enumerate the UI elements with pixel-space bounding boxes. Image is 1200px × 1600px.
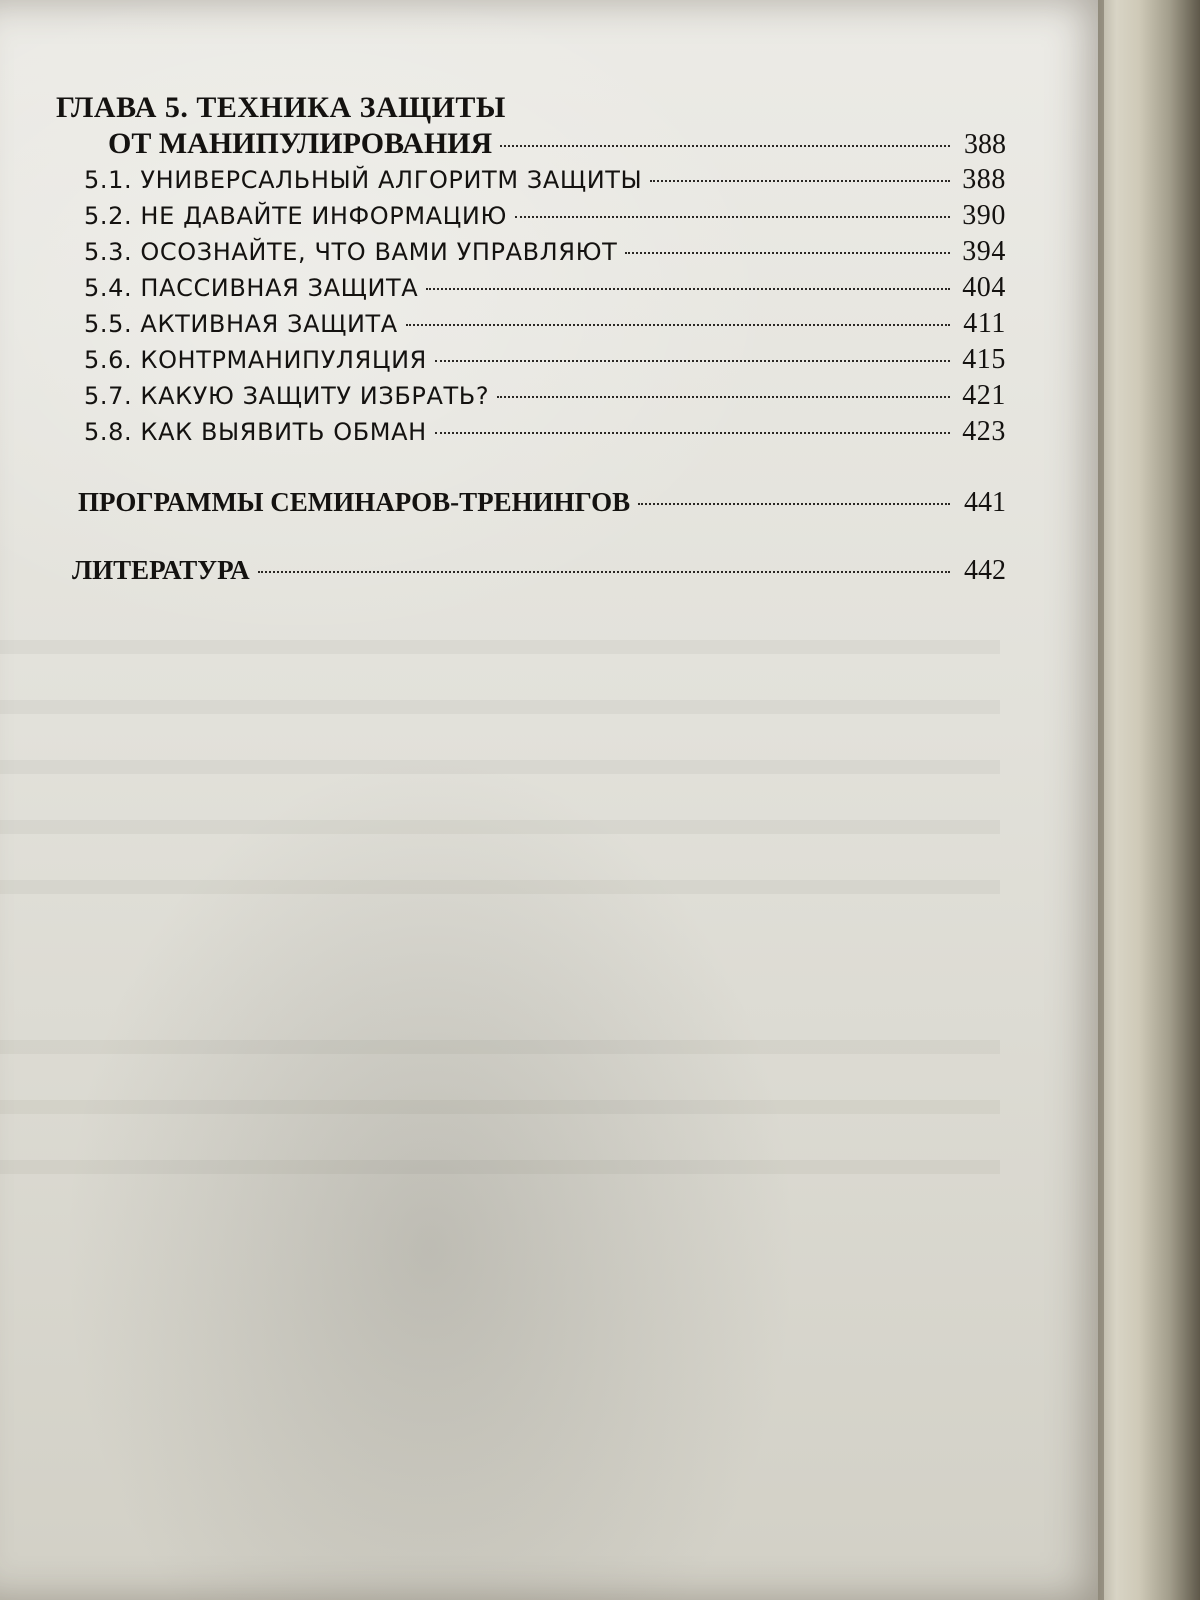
dot-leader xyxy=(435,432,950,434)
dot-leader xyxy=(258,571,950,573)
toc-entry-section xyxy=(56,414,1006,450)
show-through-line xyxy=(0,880,1000,894)
table-of-contents xyxy=(56,90,1006,588)
section-label: 5.3. ОСОЗНАЙТЕ, ЧТО ВАМИ УПРАВЛЯЮТ xyxy=(84,238,618,266)
toc-entry-programs xyxy=(56,484,1006,520)
toc-entry-section xyxy=(56,234,1006,270)
toc-entry-section xyxy=(56,306,1006,342)
dot-leader xyxy=(650,180,950,182)
toc-entry-section xyxy=(56,198,1006,234)
section-label: 5.6. КОНТРМАНИПУЛЯЦИЯ xyxy=(84,346,427,374)
section-label: 5.8. КАК ВЫЯВИТЬ ОБМАН xyxy=(84,418,427,446)
programs-label: ПРОГРАММЫ СЕМИНАРОВ-ТРЕНИНГОВ xyxy=(78,487,631,517)
toc-entry-section xyxy=(56,270,1006,306)
dot-leader xyxy=(497,396,950,398)
page-number: 423 xyxy=(962,416,1006,447)
show-through-line xyxy=(0,760,1000,774)
page-number: 388 xyxy=(964,129,1006,160)
page-number: 411 xyxy=(963,308,1006,339)
page-number: 415 xyxy=(962,344,1006,375)
toc-entry-section xyxy=(56,162,1006,198)
literature-label: ЛИТЕРАТУРА xyxy=(72,555,250,585)
show-through-line xyxy=(0,1160,1000,1174)
page-number: 441 xyxy=(964,487,1006,518)
page-number: 388 xyxy=(962,164,1006,195)
section-label: 5.5. АКТИВНАЯ ЗАЩИТА xyxy=(84,310,398,338)
toc-entry-chapter xyxy=(56,126,1006,162)
dot-leader xyxy=(515,216,950,218)
show-through-line xyxy=(0,700,1000,714)
dot-leader xyxy=(426,288,950,290)
section-label: 5.4. ПАССИВНАЯ ЗАЩИТА xyxy=(84,274,419,302)
show-through-line xyxy=(0,1040,1000,1054)
show-through-line xyxy=(0,820,1000,834)
section-label: 5.2. НЕ ДАВАЙТЕ ИНФОРМАЦИЮ xyxy=(84,202,507,230)
page-number: 421 xyxy=(962,380,1006,411)
dot-leader xyxy=(500,145,950,147)
dot-leader xyxy=(625,252,950,254)
spacer xyxy=(56,450,1006,484)
chapter-title-line2: ОТ МАНИПУЛИРОВАНИЯ xyxy=(108,127,493,160)
show-through-line xyxy=(0,640,1000,654)
toc-entry-literature xyxy=(56,552,1006,588)
dot-leader xyxy=(435,360,950,362)
page-number: 390 xyxy=(962,200,1006,231)
show-through-line xyxy=(0,1100,1000,1114)
page-number: 394 xyxy=(962,236,1006,267)
page-edge xyxy=(1098,0,1200,1600)
section-label: 5.1. УНИВЕРСАЛЬНЫЙ АЛГОРИТМ ЗАЩИТЫ xyxy=(84,166,643,194)
dot-leader xyxy=(638,503,950,505)
spacer xyxy=(56,520,1006,552)
toc-entry-section xyxy=(56,378,1006,414)
page-number: 404 xyxy=(962,272,1006,303)
toc-entry-section xyxy=(56,342,1006,378)
chapter-title-line1: ГЛАВА 5. ТЕХНИКА ЗАЩИТЫ xyxy=(56,91,506,124)
dot-leader xyxy=(406,324,950,326)
section-label: 5.7. КАКУЮ ЗАЩИТУ ИЗБРАТЬ? xyxy=(84,382,490,410)
page-number: 442 xyxy=(964,555,1006,586)
